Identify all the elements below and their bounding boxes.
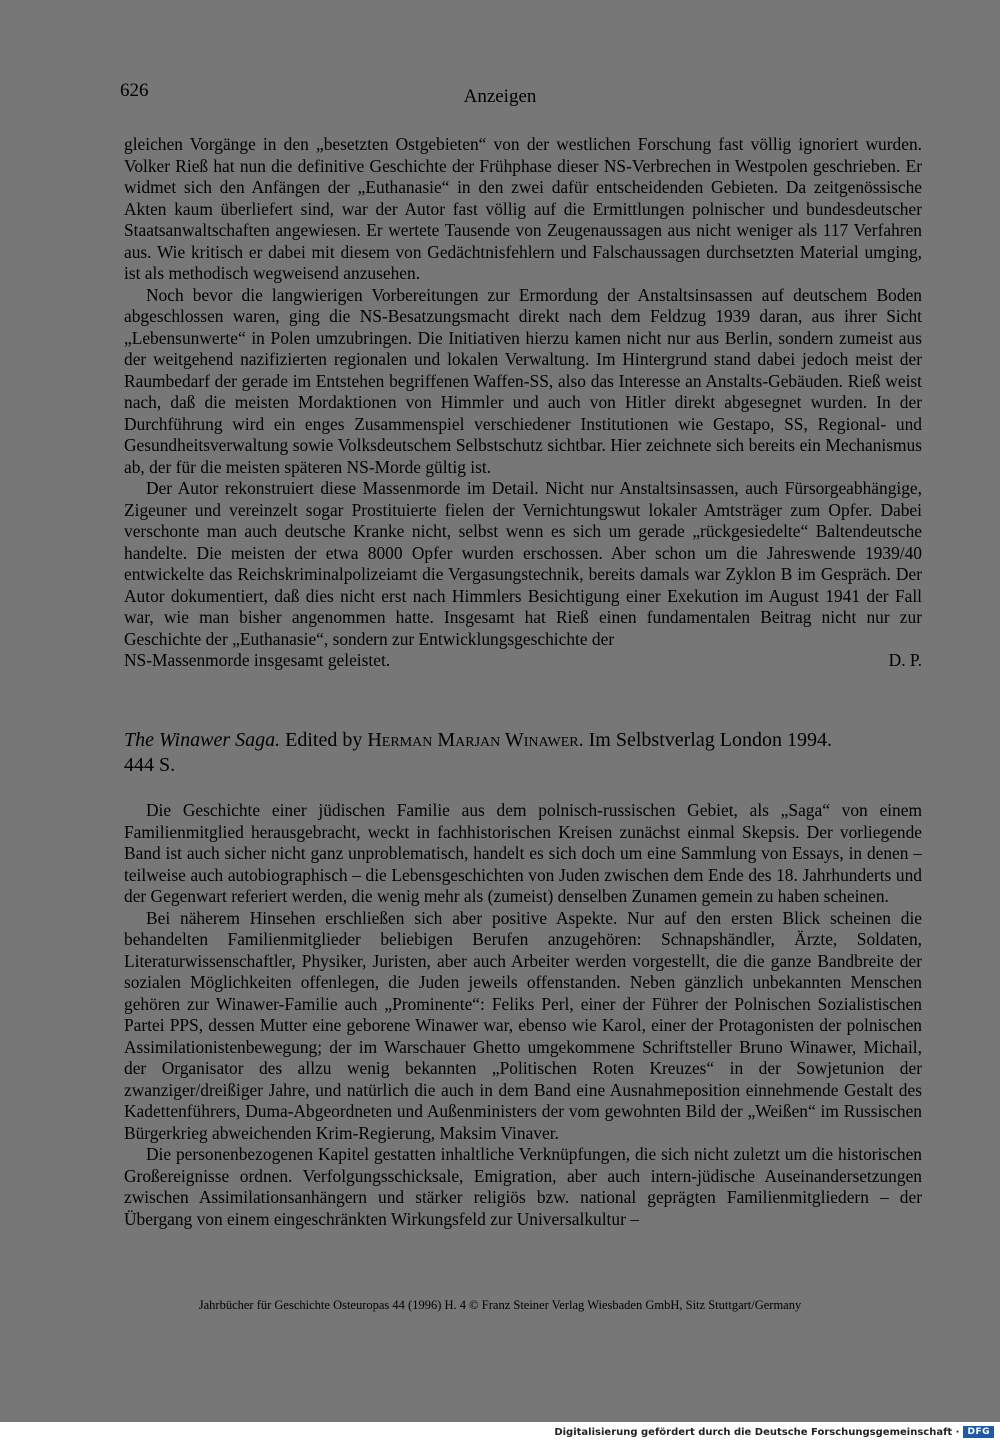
page-number: 626	[120, 80, 149, 101]
review-1-paragraph-1: gleichen Vorgänge in den „besetzten Ostgebieten“ von der westlichen Forschung fast völlig ignoriert wurden. Volker Rieß hat nun die definitive Geschichte der Frühphase dieser NS-Verbrechen in Westpolen geschrieben. Er widmet sich den Anfängen der „Euthanasie“ in den zwei dafür entscheidenden Gebieten. Da zeitgenössische Akten kaum überliefert sind, war der Autor fast völlig auf die Ermittlungen polnischer und bundesdeutscher Staatsanwaltschaften angewiesen. Er wertete Tausende von Zeugenaussagen aus nicht weniger als 117 Verfahren aus. Wie kritisch er dabei mit diesem von Gedächtnisfehlern und Falschaussagen durchsetzten Material umging, ist als methodisch wegweisend anzusehen.	[124, 134, 922, 283]
edited-by-label: Edited by	[285, 729, 363, 751]
book-pages: 444 S.	[124, 754, 176, 776]
running-head: Anzeigen	[463, 86, 537, 107]
book-editor: Herman Marjan Winawer	[367, 729, 579, 751]
review-1-paragraph-3: Der Autor rekonstruiert diese Massenmorde im Detail. Nicht nur Anstaltsinsassen, auch Fürsorgeabhängige, Zigeuner und vereinzelt sogar Prostituierte fielen der Vernichtungswut lokaler Amtsträger zum Opfer. Dabei verschonte man auch deutsche Kranke nicht, selbst wenn es sich um gerade „rückgesiedelte“ Baltendeutsche handelte. Die meisten der etwa 8000 Opfer wurden erschossen. Aber schon um die Jahreswende 1939/40 entwickelte das Reichskriminalpolizeiamt die Vergasungstechnik, bereits damals war Zyklon B im Gespräch. Der Autor dokumentiert, daß dies nicht erst nach Himmlers Besichtigung einer Exekution im August 1941 der Fall war, wie man bisher angenommen hatte. Insgesamt hat Rieß einen fundamentalen Beitrag nicht nur zur Geschichte der „Euthanasie“, sondern zur Entwicklungsgeschichte der	[124, 478, 922, 649]
review-1-closing-line	[124, 650, 922, 672]
review-2-text	[124, 800, 922, 1230]
digitization-notice	[554, 1426, 994, 1438]
review-1-last-line: NS-Massenmorde insgesamt geleistet.	[124, 650, 391, 670]
review-1-paragraph-2: Noch bevor die langwierigen Vorbereitungen zur Ermordung der Anstaltsinsassen auf deutschem Boden abgeschlossen waren, ging die NS-Besatzungsmacht direkt nach dem Feldzug 1939 daran, aus ihrer Sicht „Lebensunwerte“ in Polen umzubringen. Die Initiativen hierzu kamen nicht nur aus Berlin, sondern zumeist aus der weitgehend nazifizierten regionalen und lokalen Verwaltung. Im Hintergrund stand dabei jedoch meist der Raumbedarf der gerade im Entstehen begriffenen Waffen-SS, also das Interesse an Anstalts-Gebäuden. Rieß weist nach, daß die meisten Mordaktionen von Himmler und auch von Hitler direkt abgesegnet wurden. In der Durchführung wird ein enges Zusammenspiel verschiedener Institutionen wie Gestapo, SS, Regional- und Gesundheitsverwaltung sowie Volksdeutschem Selbstschutz sichtbar. Hier zeichnete sich bereits ein Mechanismus ab, der für die meisten späteren NS-Morde gültig ist.	[124, 284, 922, 477]
review-2-heading	[124, 728, 922, 778]
review-1-text	[124, 134, 922, 672]
review-2-paragraph-3: Die personenbezogenen Kapitel gestatten inhaltliche Verknüpfungen, die sich nicht zuletzt um die historischen Großereignisse ordnen. Verfolgungsschicksale, Emigration, aber auch intern-jüdische Auseinandersetzungen zwischen Assimilationsanhängern und stärker religiös bzw. national geprägten Familienmitgliedern – der Übergang von einem eingeschränkten Wirkungsfeld zur Universalkultur –	[124, 1144, 922, 1229]
review-2-paragraph-1: Die Geschichte einer jüdischen Familie aus dem polnisch-russischen Gebiet, als „Saga“ von einem Familienmitglied herausgebracht, weckt in fachhistorischen Kreisen zunächst einmal Skepsis. Der vorliegende Band ist auch sicher nicht ganz unproblematisch, handelt es sich doch um eine Sammlung von Essays, in denen – teilweise auch autobiographisch – die Lebensgeschichten von Juden zwischen dem Ende des 18. Jahrhunderts und der Gegenwart referiert werden, die wenig mehr als (zumeist) denselben Zunamen gemein zu haben scheinen.	[124, 800, 922, 906]
dfg-logo: DFG	[963, 1426, 994, 1438]
review-2-paragraph-2: Bei näherem Hinsehen erschließen sich aber positive Aspekte. Nur auf den ersten Blick scheinen die behandelten Familienmitglieder beliebigen Berufen anzugehören: Schnapshändler, Ärzte, Soldaten, Literaturwissenschaftler, Physiker, Juristen, aber auch Arbeiter werden vorgestellt, die die ganze Bandbreite der sozialen Möglichkeiten offenlegen, die Juden jeweils offenstanden. Neben gänzlich unbekannten Menschen gehören zur Winawer-Familie auch „Prominente“: Feliks Perl, einer der Führer der Polnischen Sozialistischen Partei PPS, dessen Mutter eine geborene Winawer war, ebenso wie Karol, einer der Protagonisten der polnischen Assimilationistenbewegung; der im Warschauer Ghetto umgekommene Schriftsteller Bruno Winawer, Michail, der Organisator des allzu wenig bekannten „Politischen Roten Kreuzes“ in der Sowjetunion der zwanziger/dreißiger Jahre, und natürlich die auch in dem Band eine Ausnahmeposition einnehmende Gestalt des Kadettenführers, Duma-Abgeordneten und Außenministers der vom gewohnten Bild der „Weißen“ im Russischen Bürgerkrieg abweichenden Krim-Regierung, Maksim Vinaver.	[124, 907, 922, 1143]
digitization-text: Digitalisierung gefördert durch die Deutsche Forschungsgemeinschaft ·	[554, 1426, 960, 1438]
reviewer-signature: D. P.	[888, 650, 922, 670]
journal-footer: Jahrbücher für Geschichte Osteuropas 44 (1996) H. 4 © Franz Steiner Verlag Wiesbaden GmbH, Sitz Stuttgart/Germany	[198, 1298, 802, 1312]
book-publisher: . Im Selbstverlag London 1994.	[578, 729, 832, 751]
book-title: The Winawer Saga.	[124, 729, 281, 751]
